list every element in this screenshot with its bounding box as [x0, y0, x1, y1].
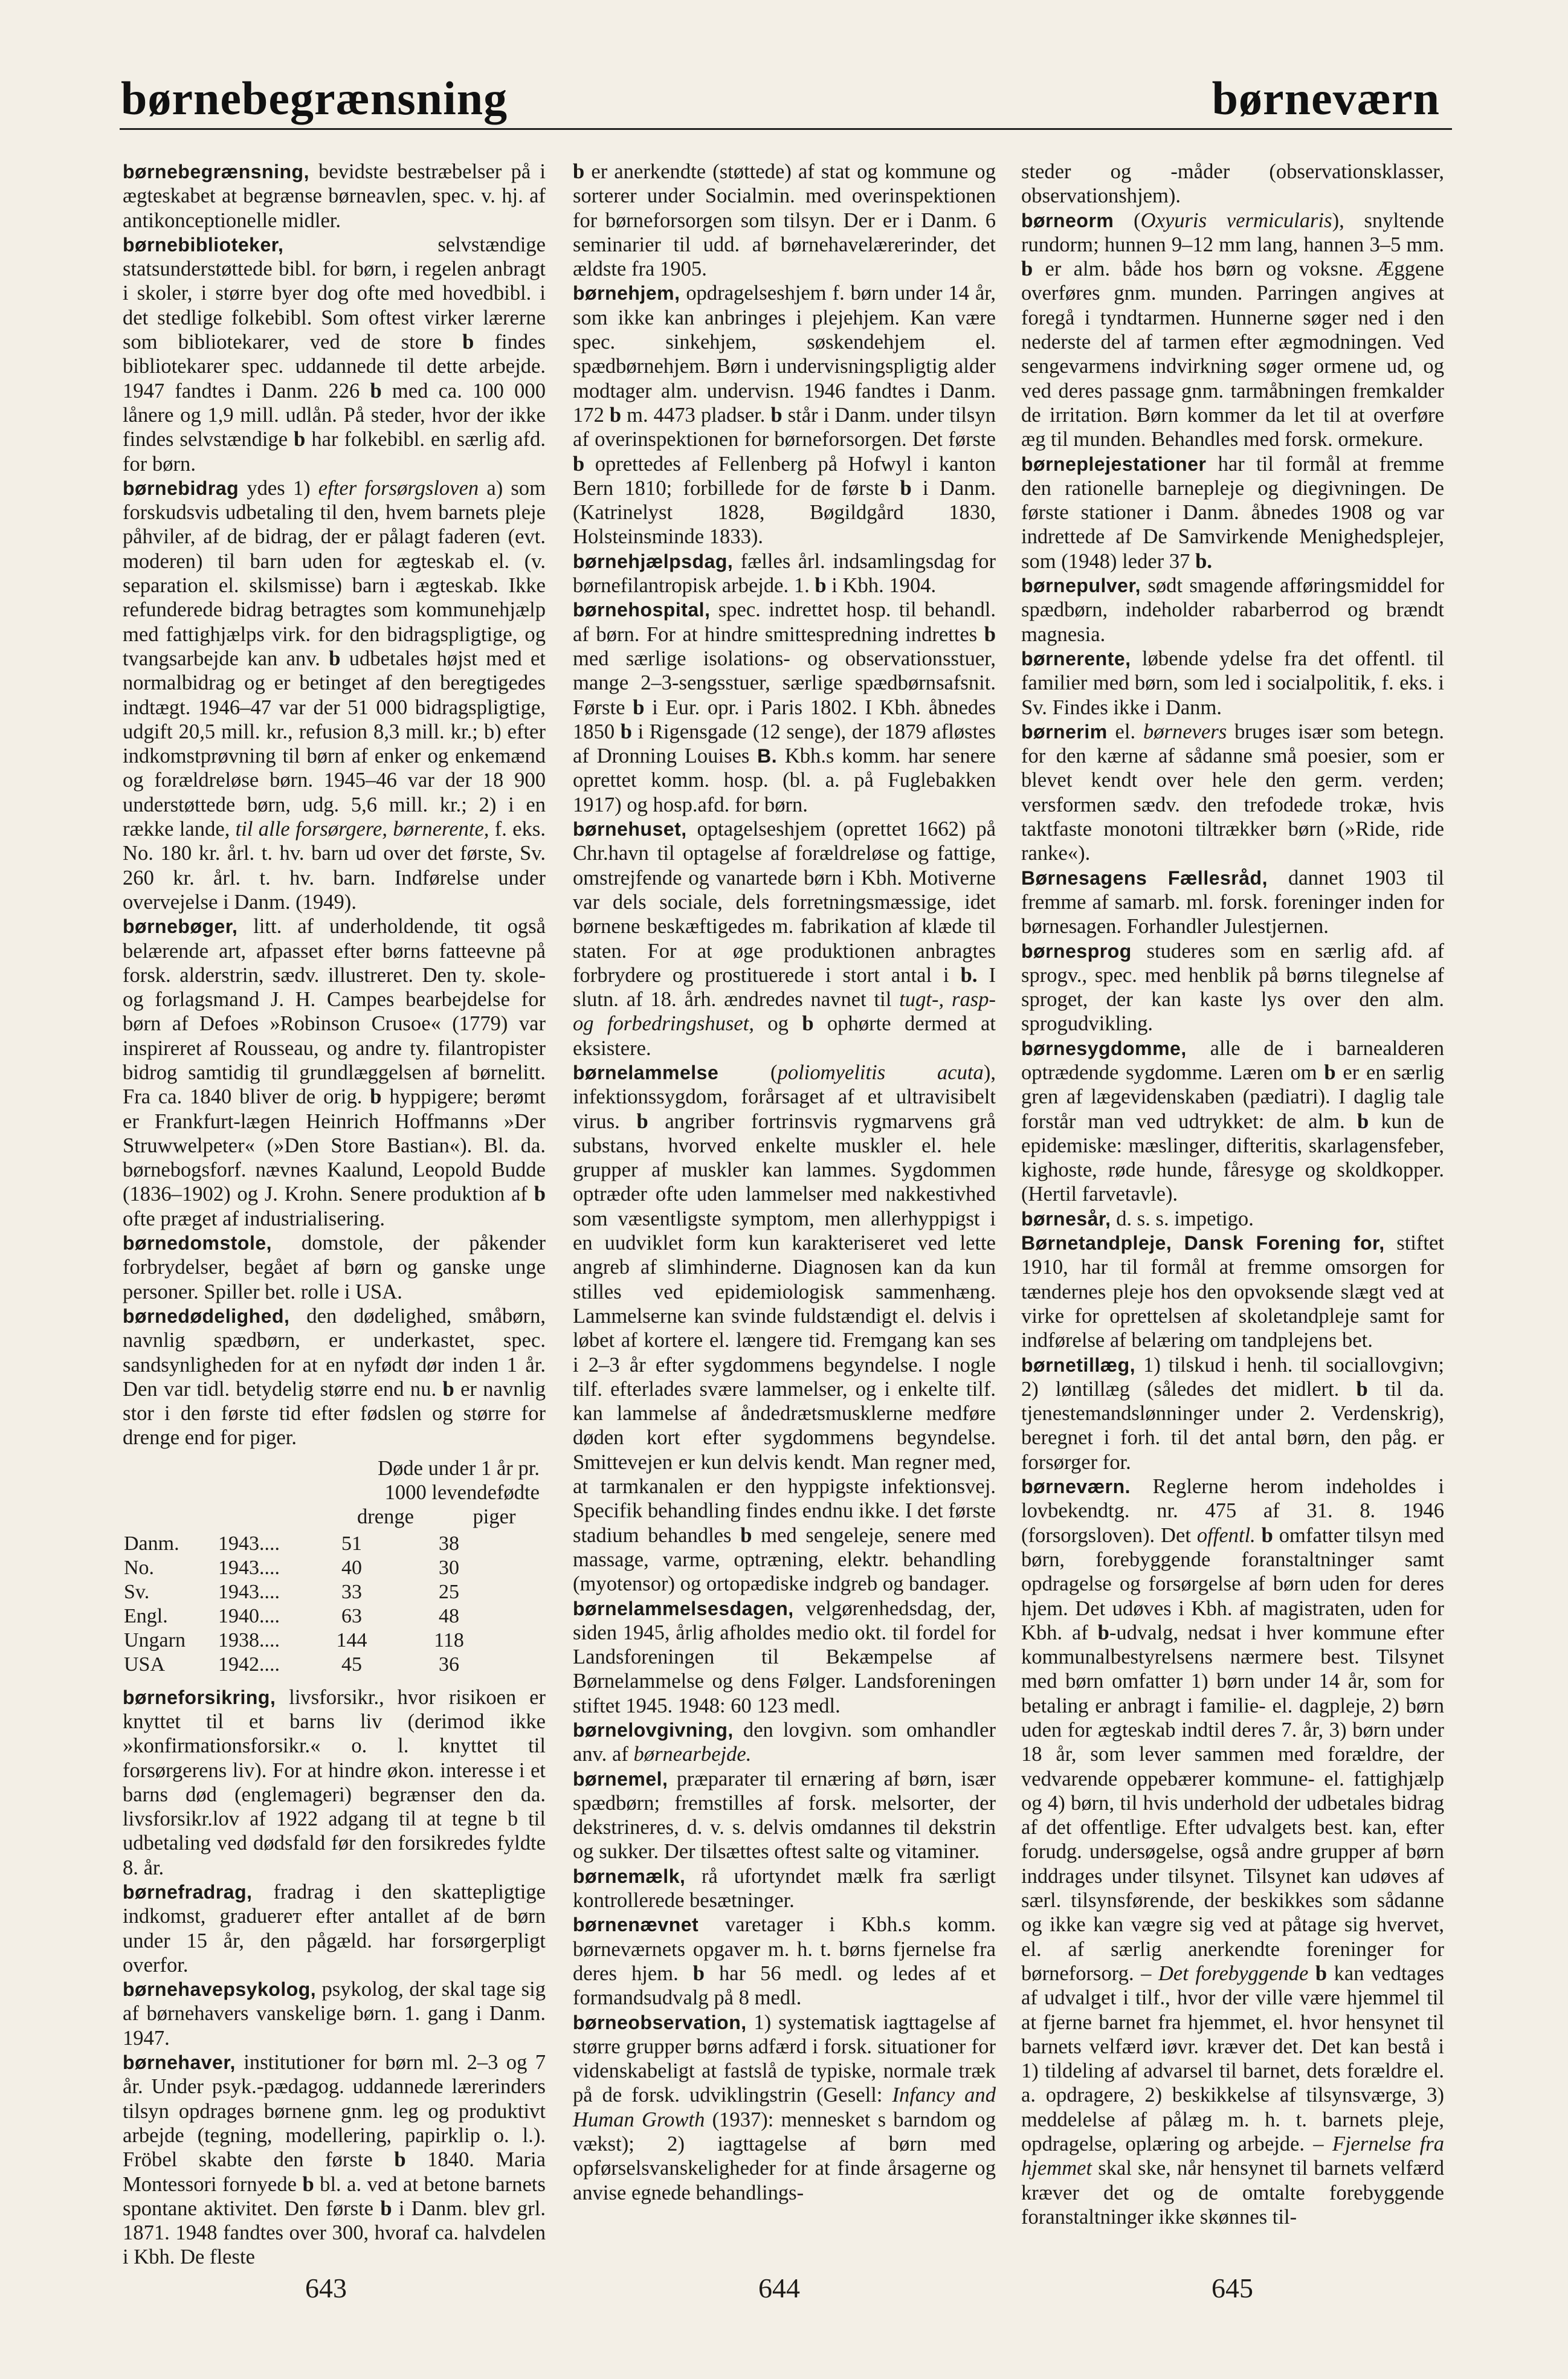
country-cell: Engl. — [124, 1604, 168, 1627]
guide-word-right: børneværn — [1211, 72, 1440, 124]
headword: børnesår, — [1021, 1207, 1111, 1230]
headword: børnehaver, — [123, 2051, 236, 2074]
headword: børnelammelsesdagen, — [573, 1597, 794, 1619]
entry-boernehospital: børnehospital, spec. indrettet hosp. til behandl. af børn. For at hindre smittespredning indrettes b med særlige isolations- og observationsstuer, mange 2–3-sengsstuer, særlige spædbørnsafsnit. Første b i Eur. opr. i Paris 1802. I Kbh. åbnedes 1850 b i Rigensgade (12 senge), der 1879 afløstes af Dronning Louises B. Kbh.s komm. har senere oprettet komm. hosp. (bl. a. på Fuglebakken 1917) og hosp.afd. for børn. — [573, 598, 996, 816]
mortality-row — [124, 1653, 501, 1677]
entry-boernerim: børnerim el. børnevers bruges især som betegn. for den kærne af sådanne små poesier, som er blevet kendt over hele den germ. verden; versformen sædv. den trefodede trokæ, hvis taktfaste monotoni tiltrækker børn (»Ride, ride ranke«). — [1021, 720, 1444, 865]
entry-boerneplejestationer: børneplejestationer har til formål at fremme den rationelle barnepleje og diegivningen. De første stationer i Danm. åbnedes 1908 og var indrettede af De Samvirkende Menighedsplejer, som (1948) leder 37 b. — [1021, 452, 1444, 573]
entry-boernebiblioteker: børnebiblioteker, selvstændige statsunderstøttede bibl. for børn, i regelen anbragt i skoler, i større byer dog ofte med hovedbibl. i det stedlige folkebibl. Som oftest virker lærerne som bibliotekarer, ved de store b findes bibliotekarer spec. uddannede til dette arbejde. 1947 fandtes i Danm. 226 b med ca. 100 000 lånere og 1,9 mill. udlån. På steder, hvor der ikke findes selvstændige b har folkebibl. en særlig afd. for børn. — [123, 233, 546, 476]
entry-boernehaver: børnehaver, institutioner for børn ml. 2–3 og 7 år. Under psyk.-pædagog. uddannede lærerinders tilsyn opdrages børnene gnm. leg og produktivt arbejde (tegning, modellering, papirklip o. l.). Fröbel skabte den første b 1840. Maria Montessori fornyede b bl. a. ved at betone barnets spontane aktivitet. Den første b i Danm. blev grl. 1871. 1948 fandtes over 300, hvoraf ca. halvdelen i Kbh. De fleste — [123, 2051, 546, 2269]
mortality-table — [124, 1532, 501, 1677]
headword: børnehavepsykolog, — [123, 1978, 317, 2001]
year-cell: 1938.... — [218, 1629, 280, 1651]
headword: børneværn. — [1021, 1476, 1131, 1498]
year-cell: 1940.... — [218, 1604, 280, 1627]
entry-boernehuset: børnehuset, optagelseshjem (oprettet 1662) på Chr.havn til optagelse af forældreløse og fattige, omstrejfende og vanartede børn i Kbh. Motiverne var dels sociale, dels forretningsmæssige, idet børnene beskæftigedes m. fabrikation af klæde til staten. For at øge produktionen anbragtes forbrydere og prostituerede i stort antal i b. I slutn. af 18. årh. ændredes navnet til tugt-, rasp- og forbedringshuset, og b ophørte dermed at eksistere. — [573, 818, 996, 1060]
headword: børnebøger, — [123, 915, 238, 938]
headword: børnemælk, — [573, 1865, 686, 1887]
headword: børnebiblioteker, — [123, 233, 284, 256]
girls-cell: 25 — [439, 1580, 459, 1603]
country-cell: Ungarn — [124, 1629, 186, 1651]
headword: børnenævnet — [573, 1914, 699, 1936]
girls-cell: 30 — [439, 1556, 459, 1579]
entry-boernefradrag: børnefradrag, fradrag i den skattepligtige indkomst, graduerет efter antallet af de børn under 15 år, den pågæld. har forsørgerpligt overfor. — [123, 1880, 546, 1977]
entry-boernesagens-faellesraad: Børnesagens Fællesråd, dannet 1903 til fremme af samarb. ml. forsk. foreninger inden for børnesagen. Forhandler Julestjernen. — [1021, 866, 1444, 938]
entry-boernemel: børnemel, præparater til ernæring af børn, især spædbørn; fremstilles af forsk. melsorter, der dekstrineres, d. v. s. delvis omdannes til dekstrin og sukker. Der tilsættes oftest salte og vitaminer. — [573, 1767, 996, 1864]
boys-cell: 45 — [341, 1653, 362, 1676]
headword: børneobservation, — [573, 2011, 747, 2033]
girls-cell: 36 — [439, 1653, 459, 1676]
headword: børnefradrag, — [123, 1881, 253, 1903]
country-cell: No. — [124, 1556, 155, 1579]
entry-boernepulver: børnepulver, sødt smagende afføringsmiddel for spædbørn, indeholder rabarberrod og brændt magnesia. — [1021, 574, 1444, 646]
mortality-row — [124, 1629, 501, 1653]
girls-cell: 118 — [434, 1629, 464, 1651]
headword: børnesprog — [1021, 940, 1132, 962]
entry-boernelovgivning: børnelovgivning, den lovgivn. som omhandler anv. af børnearbejde. — [573, 1719, 996, 1766]
entry-boernelammelse: børnelammelse (poliomyelitis acuta), infektionssygdom, forårsaget af et ultravisibelt virus. b angriber fortrinsvis rygmarvens grå substans, hvorved enkelte muskler el. hele grupper af muskler kan lammes. Sygdommen optræder ofte uden lammelser med nakkestivhed som væsentligste symptom, men allerhyppigst i en uudviklet form kun karakteriseret ved lette angreb af slimhinderne. Diagnosen kan da kun stilles ved epidemiologisk sammenhæng. Lammelserne kan svinde fuldstændigt el. delvis i løbet af kortere el. længere tid. Fremgang kan ses i 2–3 år efter sygdommens begyndelse. I nogle tilf. efterlades svære lammelser, og i enkelte tilf. kan lammelse af åndedrætsmusklerne medføre døden kort efter sygdommens begyndelse. Smittevejen er kun delvis kendt. Man regner med, at tarmkanalen er den hyppigste infektionsvej. Specifik behandling findes endnu ikke. I det første stadium behandles b med sengeleje, senere med massage, varme, optræning, elektr. behandling (myotensor) og ortopædiske indgreb og bandager. — [573, 1060, 996, 1596]
boys-cell: 40 — [341, 1556, 362, 1579]
header-rule — [120, 128, 1452, 130]
headword: børnelammelse — [573, 1061, 719, 1083]
guide-word-left: børnebegrænsning — [121, 72, 508, 124]
year-cell: 1942.... — [218, 1653, 280, 1676]
boys-cell: 33 — [341, 1580, 362, 1603]
headword: børnehjem, — [573, 282, 680, 305]
headword: børnehospital, — [573, 599, 711, 621]
entry-continuation: steder og -måder (observationsklasser, observationshjem). — [1021, 160, 1444, 208]
boys-cell: 144 — [336, 1629, 367, 1651]
page-number-right: 645 — [1211, 2273, 1253, 2303]
entry-boernedomstole: børnedomstole, domstole, der påkender forbrydelser, begået af børn og ganske unge personer. Spiller bet. rolle i USA. — [123, 1231, 546, 1303]
year-cell: 1943.... — [218, 1556, 280, 1579]
headword: børnebegrænsning, — [123, 161, 309, 182]
headword: børnelovgivning, — [573, 1719, 734, 1741]
headword: børnesygdomme, — [1021, 1037, 1187, 1059]
entry-boerneforsikring: børneforsikring, livsforsikr., hvor risikoen er knyttet til et barns liv (derimod ikke »konfirmationsforsikr.« o. l. knyttet til forsørgerens liv). For at hindre økon. interesse i et barns død (englemageri) begrænser den da. livsforsikr.lov af 1922 adgang til at tegne b til udbetaling ved dødsfald før den forsikredes fyldte 8. år. — [123, 1685, 546, 1879]
mortality-row — [124, 1532, 501, 1556]
mortality-row — [124, 1580, 501, 1604]
headword: børneplejestationer — [1021, 453, 1207, 475]
country-cell: Danm. — [124, 1532, 179, 1555]
entry-boernebidrag: børnebidrag ydes 1) efter forsørgsloven a) som forskudsvis udbetaling til den, hvem barnets pleje påhviler, af de bidrag, der er pålagt faderen (evt. moderen) til barn uden for ægteskab el. (v. separation el. skilsmisse) barn i ægteskab. Ikke refunderede bidrag betragtes som kommunehjælp med fattighjælps virk. for den bidragspligtige, og tvangsarbejde kan anv. b udbetales højst med et normalbidrag og er betinget af den beregtigedes indtægt. 1946–47 var der 51 000 bidragspligtige, udgift 20,5 mill. kr., refusion 8,3 mill. kr.; b) efter indkomstprøvning til børn af enker og enkemænd og forældreløse børn. 1945–46 var der 18 900 understøttede børn, udg. 5,6 mill. kr.; 2) i en række lande, til alle forsørgere, børnerente, f. eks. No. 180 kr. årl. t. hv. barn ud over det første, Sv. 260 kr. årl. t. hv. barn. Indførelse under overvejelse i Danm. (1949). — [123, 476, 546, 914]
mortality-header-line-2: 1000 levendefødte — [384, 1481, 540, 1505]
mortality-col-girls: piger — [473, 1505, 516, 1529]
entry-boernedoedelighed: børnedødelighed, den dødelighed, småbørn, navnlig spædbørn, er underkastet, spec. sandsynligheden for at en nyfødt dør inden 1 år. Den var tidl. betydelig større end nu. b er navnlig stor i den første tid efter fødslen og større for drenge end for piger. — [123, 1304, 546, 1450]
entry-boernerente: børnerente, løbende ydelse fra det offentl. til familier med børn, som led i socialpolitik, f. eks. i Sv. Findes ikke i Danm. — [1021, 647, 1444, 719]
entry-boernehavepsykolog: børnehavepsykolog, psykolog, der skal tage sig af børnehavers vanskelige børn. 1. gang i Danm. 1947. — [123, 1978, 546, 2050]
entry-boernesaar: børnesår, d. s. s. impetigo. — [1021, 1207, 1254, 1230]
headword: børnerente, — [1021, 647, 1131, 670]
entry-boernemaelk: børnemælk, rå ufortyndet mælk fra særligt kontrollerede besætninger. — [573, 1864, 996, 1913]
year-cell: 1943.... — [218, 1580, 280, 1603]
headword: børnedødelighed, — [123, 1305, 290, 1327]
page-number-left: 643 — [305, 2273, 347, 2303]
headword: børnehjælpsdag, — [573, 550, 734, 572]
country-cell: USA — [124, 1653, 166, 1676]
girls-cell: 38 — [439, 1532, 459, 1555]
mortality-row — [124, 1556, 501, 1580]
entry-boernesygdomme: børnesygdomme, alle de i barnealderen optrædende sygdomme. Læren om b er en særlig gren af lægevidenskaben (pædiatri). I daglig tale forstår man ved udtrykket: de alm. b kun de epidemiske: mæslinger, difteritis, skarlagensfeber, kighoste, røde hunde, fåresyge og skoldkopper. (Hertil farvetavle). — [1021, 1036, 1444, 1206]
entry-boernebegraensning: børnebegrænsning, bevidste bestræbelser på i ægteskabet at begrænse børneavlen, spec. v. hj. af antikonceptionelle midler. — [123, 160, 546, 232]
entry-boernetillaeg: børnetillæg, 1) tilskud i henh. til sociallovgivn; 2) løntillæg (således det midlert. b til da. tjenestemandslønninger under 2. Verdenskrig), beregnet i forh. til det antal børn, den påg. er forsørger for. — [1021, 1353, 1444, 1474]
entry-boernehjem: børnehjem, opdragelseshjem f. børn under 14 år, som ikke kan anbringes i plejehjem. Kan være spec. sinkehjem, søskendehjem el. spædbørnehjem. Børn i undervisningspligtig alder modtager alm. undervisn. 1946 fandtes i Danm. 172 b m. 4473 pladser. b står i Danm. under tilsyn af overinspektionen for børneforsorgen. Det første b oprettedes af Fellenberg på Hofwyl i kanton Bern 1810; forbillede for de første b i Danm. (Katrinelyst 1828, Bøgildgård 1830, Holsteinsminde 1833). — [573, 282, 996, 549]
entry-boernetandpleje: Børnetandpleje, Dansk Forening for, stiftet 1910, har til formål at fremme omsorgen for tændernes pleje hos den opvoksende slægt ved at virke for oprettelsen af skoletandpleje samt for indførelse af belæring om tandplejens bet. — [1021, 1231, 1444, 1352]
headword: børneforsikring, — [123, 1686, 276, 1708]
headword: børnedomstole, — [123, 1232, 273, 1254]
page-number-middle: 644 — [758, 2273, 800, 2303]
boys-cell: 63 — [341, 1604, 362, 1627]
headword: Børnetandpleje, Dansk Forening for, — [1021, 1232, 1385, 1254]
girls-cell: 48 — [439, 1604, 459, 1627]
headword: Børnesagens Fællesråd, — [1021, 867, 1268, 889]
entry-boerneobservation: børneobservation, 1) systematisk iagttagelse af større grupper børns adfærd i forsk. situationer for videnskabeligt at fastslå de typiske, normale træk på de forsk. udviklingstrin (Gesell: Infancy and Human Growth (1937): mennesket s barndom og vækst); 2) iagttagelse af børn med opførselsvanskeligheder for at finde årsagerne og anvise egnede behandlings- — [573, 2010, 996, 2204]
entry-boerneboeger: børnebøger, litt. af underholdende, tit også belærende art, afpasset efter børns fatteevne på forsk. alderstrin, sædv. illustreret. Den ty. skole- og forlagsmand J. H. Campes bearbejdelse for børn af Defoes »Robinson Crusoe« (1779) var inspireret af Rousseau, og andre ty. filantropister bidrog samtidig til grundlæggelsen af børnelitt. Fra ca. 1840 bliver de orig. b hyppigere; berømt er Frankfurt-lægen Heinrich Hoffmanns »Der Struwwelpeter« (»Den Store Bastian«). Bl. da. børnebogsforf. nævnes Kaalund, Leopold Budde (1836–1902) og J. Krohn. Senere produktion af b ofte præget af industrialisering. — [123, 915, 546, 1230]
entry-boernehjaelpsdag: børnehjælpsdag, fælles årl. indsamlingsdag for børnefilantropisk arbejde. 1. b i Kbh. 1904. — [573, 549, 996, 598]
column-1 — [123, 160, 546, 2270]
column-2 — [573, 160, 996, 2205]
entry-boernenaevnet: børnenævnet varetager i Kbh.s komm. børneværnets opgaver m. h. t. børns fjernelse fra deres hjem. b har 56 medl. og ledes af et formandsudvalg på 8 medl. — [573, 1913, 996, 2010]
headword: børnetillæg, — [1021, 1354, 1136, 1376]
mortality-header-line-1: Døde under 1 år pr. — [378, 1456, 540, 1480]
column-3 — [1021, 160, 1444, 2229]
entry-continuation: b er anerkendte (støttede) af stat og kommune og sorterer under Socialmin. med overinspektionen for børneforsorgen som tilsyn. Der er i Danm. 6 seminarier til udd. af børnehavelærerinder, det ældste fra 1905. — [573, 160, 996, 281]
mortality-row — [124, 1604, 501, 1629]
boys-cell: 51 — [341, 1532, 362, 1555]
mortality-table-header — [123, 1456, 546, 1529]
headword: børnepulver, — [1021, 575, 1141, 597]
entry-boernelammelsesdagen: børnelammelsesdagen, velgørenhedsdag, der, siden 1945, årlig afholdes medio okt. til fordel for Landsforeningen til Bekæmpelse af Børnelammelse og dens Følger. Landsforeningen stiftet 1945. 1948: 60 123 medl. — [573, 1596, 996, 1717]
entry-boerneorm: børneorm (Oxyuris vermicularis), snyltende rundorm; hunnen 9–12 mm lang, hannen 3–5 mm. b er alm. både hos børn og voksne. Æggene overføres gnm. munden. Parringen angives at foregå i tyndtarmen. Hunnerne søger ned i den nederste del af tarmen efter ægmodningen. Ved sengevarmens indvirkning søger ormene ud, og ved deres passage gnm. tarmåbningen fremkalder de irritation. Børn kommer da let til at overføre æg til munden. Behandles med forsk. ormekure. — [1021, 208, 1445, 451]
headword: børnehuset, — [573, 818, 687, 841]
headword: børneorm — [1021, 209, 1114, 231]
country-cell: Sv. — [124, 1580, 150, 1603]
mortality-col-boys: drenge — [357, 1505, 415, 1529]
headword: børnemel, — [573, 1767, 668, 1790]
headword: børnerim — [1021, 720, 1108, 743]
headword: børnebidrag — [123, 477, 239, 499]
entry-boernesprog: børnesprog studeres som en særlig afd. af sprogv., spec. med henblik på børns tilegnelse af sproget, der kan kaste lys over den alm. sprogudvikling. — [1021, 939, 1444, 1036]
year-cell: 1943.... — [218, 1532, 280, 1555]
entry-boernevaern: børneværn. Reglerne herom indeholdes i lovbekendtg. nr. 475 af 31. 8. 1946 (forsorgsloven). Det offentl. b omfatter tilsyn med børn, forebyggende foranstaltninger samt opdragelse og forsørgelse af børn uden for deres hjem. Det udøves i Kbh. af magistraten, uden for Kbh. af b-udvalg, nedsat i hver kommune efter kommunalbestyrelsens nærmere best. Tilsynet med børn omfatter 1) børn under 14 år, som for betaling er anbragt i familie- el. dagpleje, 2) børn uden for ægteskab indtil deres 7. år, 3) børn under 18 år, som lever sammen med forældre, der vedvarende oppebærer kommune- el. fattighjælp og 4) børn, til hvis underhold der udbetales bidrag af det offentlige. Efter udvalgets best. kan, efter forudg. undersøgelse, også andre grupper af børn inddrages under tilsynet. Tilsynet kan udøves af særl. tilsynsførende, der beskikkes som sådanne og ikke kan vægre sig ved at påtage sig hvervet, el. af særlig anerkendte foreninger for børneforsorg. – Det forebyggende b kan vedtages af udvalget i tilf., hvor der ville være hjemmel til at fjerne barnet fra hjemmet, el. hvor hensynet til barnets velfærd iøvr. kræver det. Det kan bestå i 1) tildeling af advarsel til barnet, dets forældre el. a. opdragere, 2) beskikkelse af tilsynsværge, 3) meddelelse af pålæg m. h. t. barnets pleje, opdragelse, oplæring og arbejde. – Fjernelse fra hjemmet skal ske, når hensynet til barnets velfærd kræver det og de omtalte forebyggende foranstaltninger ikke skønnes til- — [1021, 1475, 1444, 2229]
